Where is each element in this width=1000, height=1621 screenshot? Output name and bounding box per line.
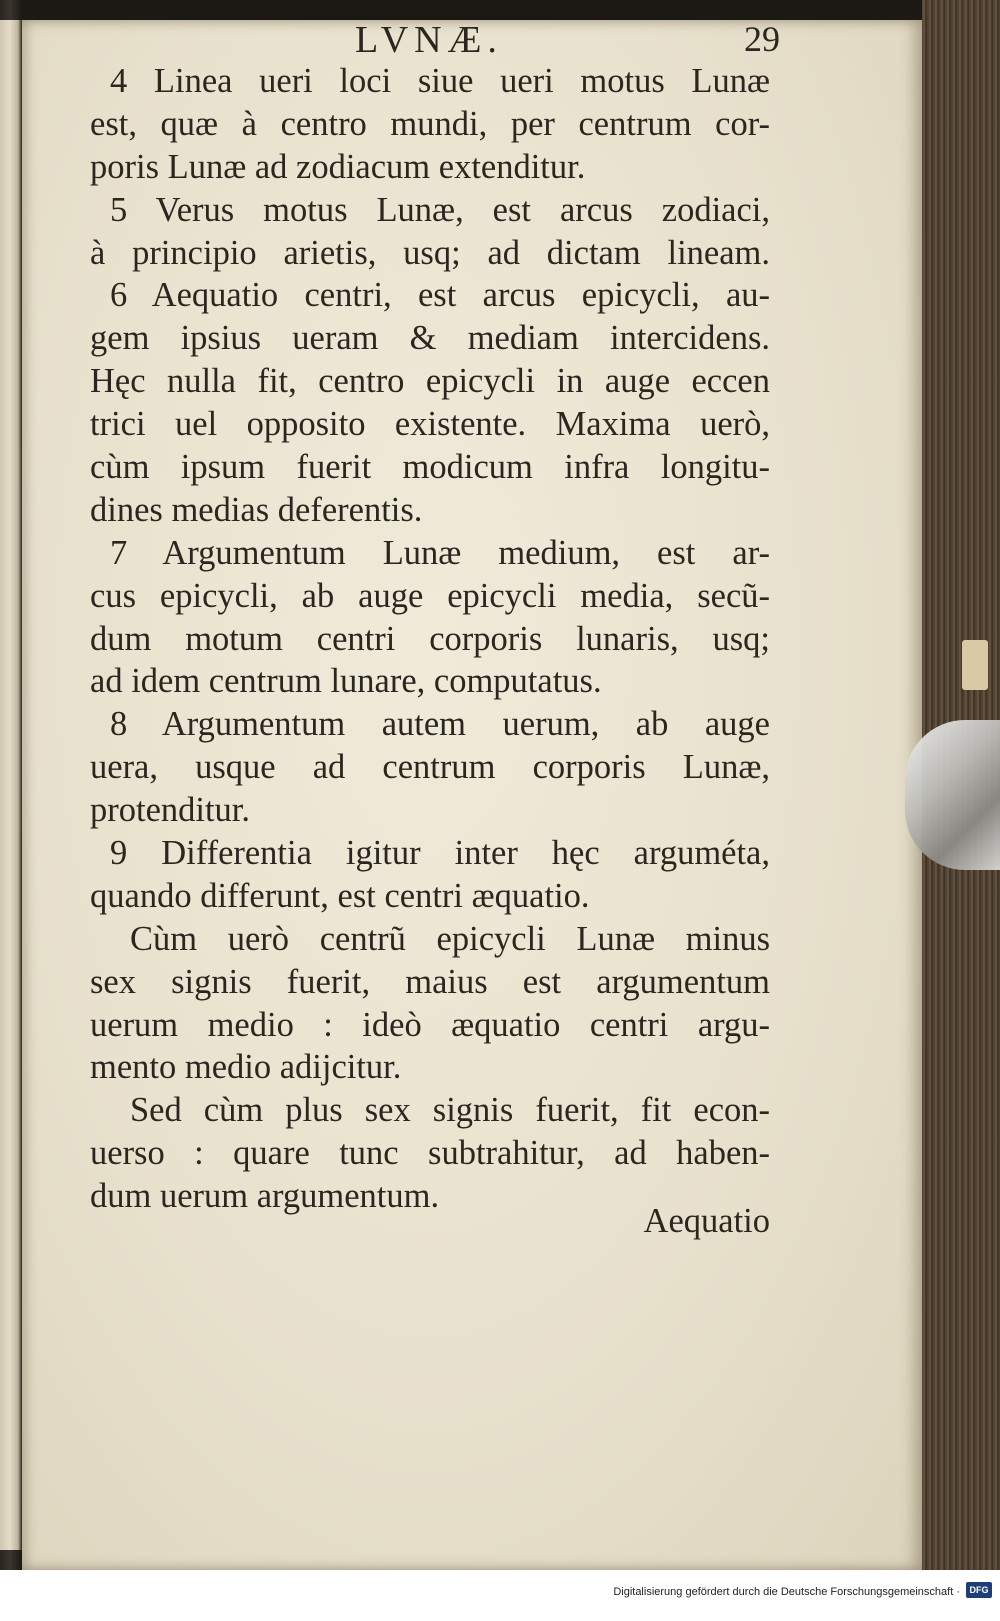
text-line: dum uerum argumentum. [90,1177,440,1216]
text-line: 4 Linea ueri loci siue ueri motus Lunæ [110,62,770,100]
text-line: poris Lunæ ad zodiacum extenditur. [90,147,586,186]
text-line: mento medio adijcitur. [90,1048,402,1087]
text-line: protenditur. [90,791,251,830]
footer-bar [0,1570,1000,1621]
page-number: 29 [744,19,780,59]
facing-page-edge [0,20,22,1550]
dfg-logo-icon: DFG [966,1582,992,1598]
funding-credit: Digitalisierung gefördert durch die Deutsche Forschungsgemeinschaft · [613,1586,960,1598]
text-line: sex signis fuerit, maius est argumentum [90,962,770,1001]
text-line: Sed cùm plus sex signis fuerit, fit econ- [130,1091,770,1130]
text-line: uera, usque ad centrum corporis Lunæ, [90,748,770,787]
text-line: uerum medio : ideò æquatio centri argu- [90,1005,770,1044]
page-clip [905,720,1000,870]
bookmark-tab [962,640,988,690]
catchword: Aequatio [643,1202,770,1240]
body-text [90,60,770,1218]
running-title: LVNÆ. [355,19,503,61]
page-header [90,18,780,61]
text-line: dines medias deferentis. [90,490,423,529]
text-line: à principio arietis, usq; ad dictam lineam. [90,233,770,272]
text-line: est, quæ à centro mundi, per centrum cor- [90,104,770,143]
text-line: 9 Differentia igitur inter hęc arguméta, [110,834,770,873]
text-line: Cùm uerò centrũ epicycli Lunæ minus [130,919,770,958]
text-line: 7 Argumentum Lunæ medium, est ar- [110,533,770,572]
text-line: trici uel opposito existente. Maxima uerò, [90,405,770,444]
text-line: 5 Verus motus Lunæ, est arcus zodiaci, [110,190,770,229]
text-line: Hęc nulla fit, centro epicycli in auge eccen [90,362,770,401]
text-line: 6 Aequatio centri, est arcus epicycli, au- [110,276,770,315]
text-line: dum motum centri corporis lunaris, usq; [90,619,770,658]
text-line: cùm ipsum fuerit modicum infra longitu- [90,448,770,487]
text-line: quando differunt, est centri æquatio. [90,876,590,915]
text-line: uerso : quare tunc subtrahitur, ad haben- [90,1134,770,1173]
text-line: 8 Argumentum autem uerum, ab auge [110,705,770,744]
text-line: ad idem centrum lunare, computatus. [90,662,602,701]
text-line: cus epicycli, ab auge epicycli media, secũ- [90,576,770,615]
text-line: gem ipsius ueram & mediam intercidens. [90,319,770,358]
